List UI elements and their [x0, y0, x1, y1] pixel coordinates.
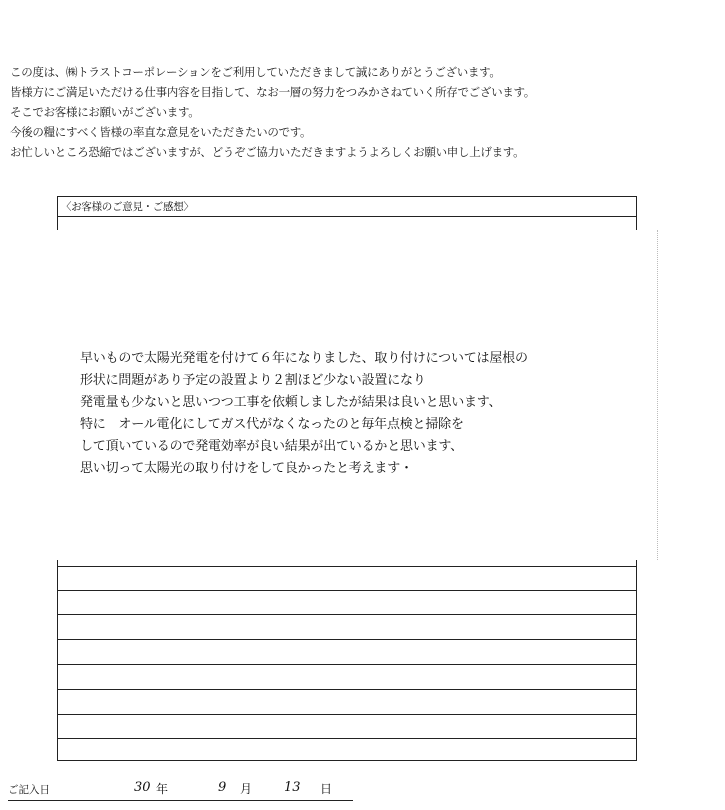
ruled-line	[58, 760, 636, 761]
intro-line: 皆様方にご満足いただける仕事内容を目指して、なお一層の努力をつみかさねていく所存でございます。	[10, 85, 535, 99]
ruled-line	[58, 614, 636, 615]
box-header-divider	[58, 216, 636, 217]
comment-line: 早いもので太陽光発電を付けて６年になりました、取り付けについては屋根の	[80, 351, 528, 366]
month-value: 9	[218, 780, 227, 795]
ruled-line	[58, 714, 636, 715]
section-label: 〈お客様のご意見・ご感想〉	[61, 201, 194, 213]
intro-line: お忙しいところ恐縮ではございますが、どうぞご協力いただきますようよろしくお願い申し上げます。	[10, 145, 525, 159]
intro-line: この度は、㈱トラストコーポレーションをご利用していただきまして誠にありがとうございます。	[10, 65, 501, 79]
comment-panel	[35, 230, 658, 560]
year-value: 30	[134, 780, 151, 795]
ruled-line	[58, 689, 636, 690]
ruled-line	[58, 664, 636, 665]
comment-line: 思い切って太陽光の取り付けをして良かったと考えます・	[80, 461, 413, 476]
ruled-line	[58, 590, 636, 591]
customer-comment	[80, 348, 655, 480]
entry-date-label: ご記入日	[8, 784, 50, 796]
ruled-line	[58, 639, 636, 640]
comment-line: 特に オール電化にしてガス代がなくなったのと毎年点検と掃除を	[80, 417, 464, 432]
ruled-line	[58, 738, 636, 739]
day-value: 13	[284, 780, 301, 795]
intro-line: 今後の糧にすべく皆様の率直な意見をいただきたいのです。	[10, 125, 312, 139]
year-unit: 年	[156, 782, 169, 796]
intro-line: そこでお客様にお願いがございます。	[10, 105, 200, 119]
comment-line: 形状に問題があり予定の設置より２割ほど少ない設置になり	[80, 373, 426, 388]
intro-text	[10, 62, 720, 162]
month-unit: 月	[240, 782, 253, 796]
ruled-line	[58, 566, 636, 567]
entry-date-row	[8, 778, 353, 801]
box-top-border	[58, 196, 636, 197]
day-unit: 日	[320, 782, 333, 796]
comment-line: 発電量も少ないと思いつつ工事を依頼しましたが結果は良いと思います、	[80, 395, 502, 410]
comment-line: して頂いているので発電効率が良い結果が出ているかと思います、	[80, 439, 463, 454]
